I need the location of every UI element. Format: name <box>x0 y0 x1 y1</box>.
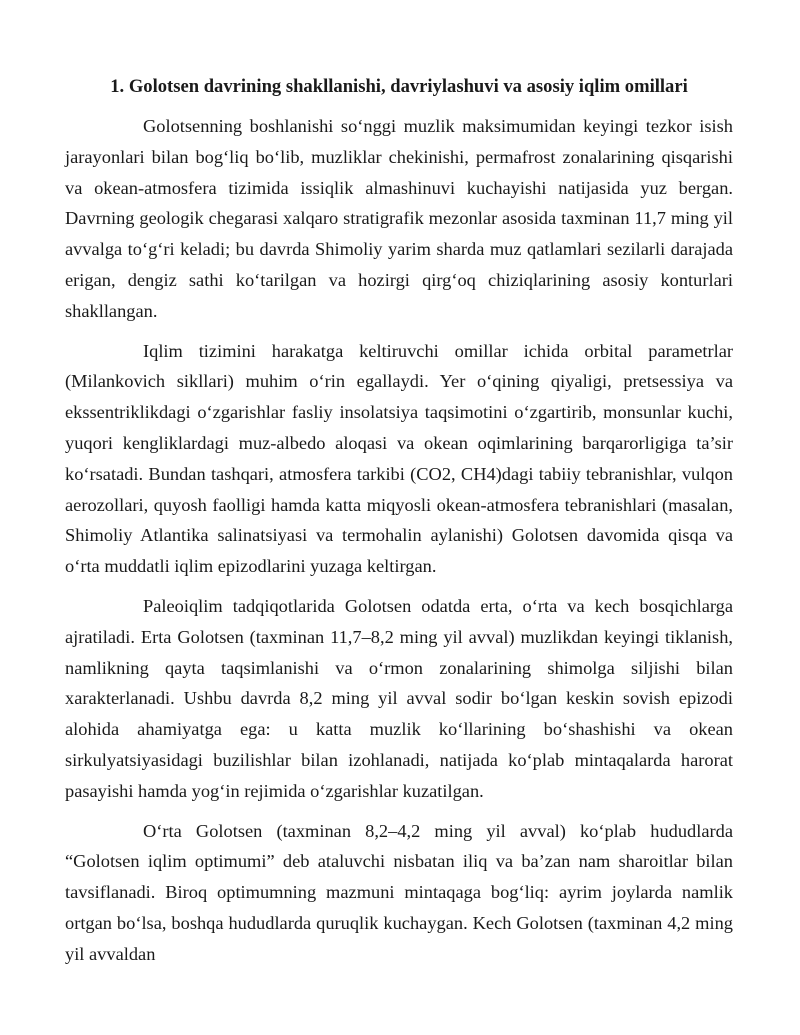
paragraph-middle-holocene: O‘rta Golotsen (taxminan 8,2–4,2 ming yil avval) ko‘plab hududlarda “Golotsen iqlim optimumi” deb ataluvchi nisbatan iliq va ba’zan nam sharoitlar bilan tavsiflanadi. Biroq optimumning mazmuni mintaqaga bog‘liq: ayrim joylarda namlik ortgan bo‘lsa, boshqa hududlarda quruqlik kuchaygan. Kech Golotsen (taxminan 4,2 ming yil avvaldan <box>65 820 733 964</box>
section-heading: 1. Golotsen davrining shakllanishi, davriylashuvi va asosiy iqlim omillari <box>110 76 688 97</box>
document-body <box>65 72 733 979</box>
paragraph-holocene-onset: Golotsenning boshlanishi so‘nggi muzlik maksimumidan keyingi tezkor isish jarayonlari bilan bog‘liq bo‘lib, muzliklar chekinishi, permafrost zonalarining qisqarishi va okean-atmosfera tizimida issiqlik almashinuvi kuchayishi natijasida yuz bergan. Davrning geologik chegarasi xalqaro stratigrafik mezonlar asosida taxminan 11,7 ming yil avvalga to‘g‘ri keladi; bu davrda Shimoliy yarim sharda muz qatlamlari sezilarli darajada erigan, dengiz sathi ko‘tarilgan va hozirgi qirg‘oq chiziqlarining asosiy konturlari shakllangan. <box>65 116 733 321</box>
paragraph-climate-drivers: Iqlim tizimini harakatga keltiruvchi omillar ichida orbital parametrlar (Milankovich sikllari) muhim o‘rin egallaydi. Yer o‘qining qiyaligi, pretsessiya va ekssentriklikdagi o‘zgarishlar fasliy insolatsiya taqsimotini o‘zgartirib, monsunlar kuchi, yuqori kengliklardagi muz-albedo aloqasi va okean oqimlarining barqarorligiga ta’sir ko‘rsatadi. Bundan tashqari, atmosfera tarkibi (CO2, CH4)dagi tabiiy tebranishlar, vulqon aerozollari, quyosh faolligi hamda katta miqyosli okean-atmosfera tebranishlari (masalan, Shimoliy Atlantika salinatsiyasi va termohalin aylanishi) Golotsen davomida qisqa va o‘rta muddatli iqlim epizodlarini yuzaga keltirgan. <box>65 340 733 577</box>
paragraph-early-holocene: Paleoiqlim tadqiqotlarida Golotsen odatda erta, o‘rta va kech bosqichlarga ajratiladi. Erta Golotsen (taxminan 11,7–8,2 ming yil avval) muzlikdan keyingi tiklanish, namlikning qayta taqsimlanishi va o‘rmon zonalarining shimolga siljishi bilan xarakterlanadi. Ushbu davrda 8,2 ming yil avval sodir bo‘lgan keskin sovish epizodi alohida ahamiyatga ega: u katta muzlik ko‘llarining bo‘shashishi va okean sirkulyatsiyasidagi buzilishlar bilan izohlanadi, natijada ko‘plab mintaqalarda harorat pasayishi hamda yog‘in rejimida o‘zgarishlar kuzatilgan. <box>65 595 733 801</box>
